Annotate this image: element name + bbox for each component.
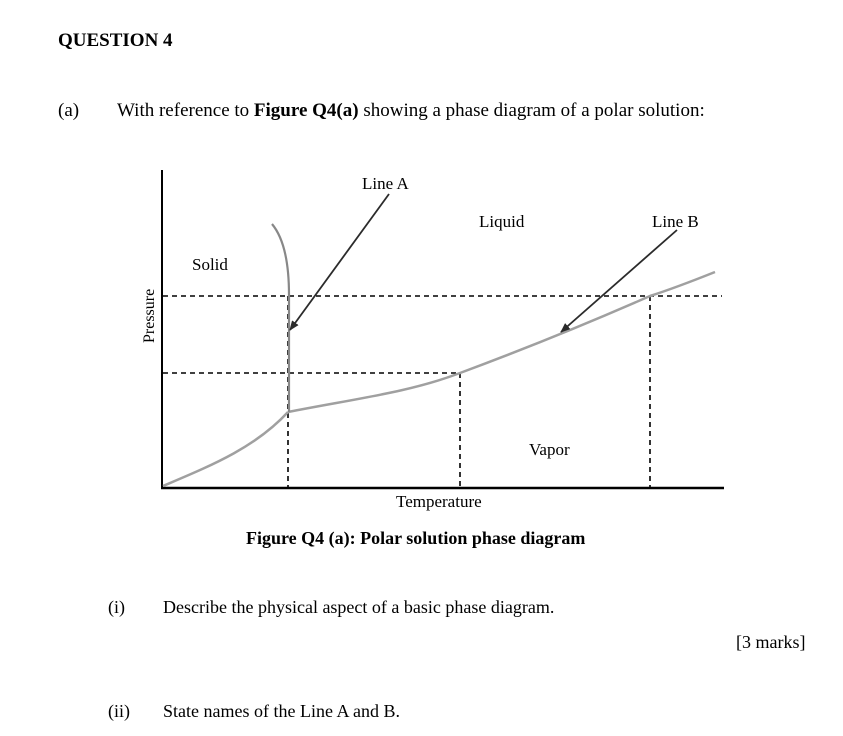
question-heading: QUESTION 4	[58, 30, 173, 51]
sub-question-i-text: Describe the physical aspect of a basic phase diagram.	[163, 597, 555, 617]
line-b-label: Line B	[652, 212, 699, 231]
sub-question-i-number: (i)	[108, 597, 125, 617]
sub-question-ii-text: State names of the Line A and B.	[163, 701, 400, 721]
solid-region-label: Solid	[192, 255, 228, 274]
figure-caption: Figure Q4 (a): Polar solution phase diagram	[246, 528, 586, 548]
vapor-region-label: Vapor	[529, 440, 570, 459]
line-a-label: Line A	[362, 174, 409, 193]
liquid-region-label: Liquid	[479, 212, 525, 231]
part-a-text-before: With reference to	[117, 100, 254, 121]
part-a-number: (a)	[58, 100, 80, 121]
x-axis-label: Temperature	[396, 492, 482, 511]
figure-reference: Figure Q4(a)	[253, 100, 359, 121]
vaporization-curve	[288, 272, 715, 412]
line-b-pointer-arrow	[561, 230, 677, 332]
sub-question-i-marks: [3 marks]	[736, 632, 806, 652]
y-axis-label: Pressure	[141, 288, 158, 343]
sub-question-ii-number: (ii)	[108, 701, 130, 721]
part-a-text-after: showing a phase diagram of a polar solution:	[358, 100, 705, 121]
sublimation-curve	[163, 412, 288, 486]
fusion-curve	[272, 224, 289, 412]
line-a-pointer-arrow	[290, 194, 389, 330]
